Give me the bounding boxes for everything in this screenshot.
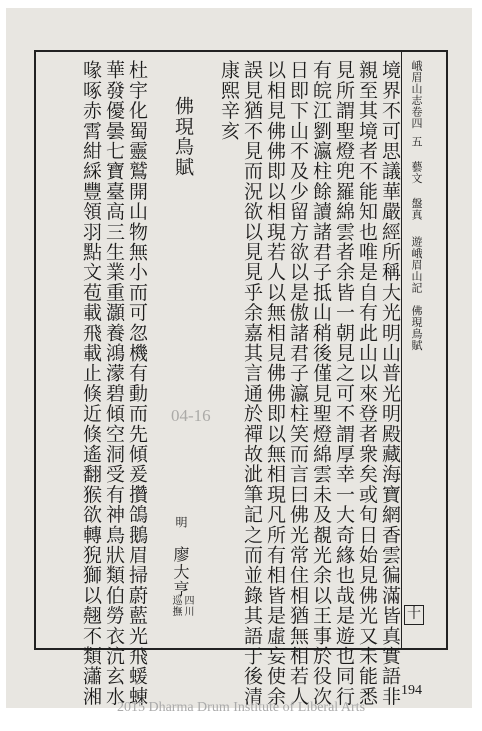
text-line-5: 日即下山不及少留方欲以是傲諸君子瀛柱笑而言曰佛光常住相猶無相若人 (287, 60, 309, 707)
book-title: 峨眉山志卷四 (410, 60, 423, 129)
author-name: 廖大亨 (171, 546, 190, 598)
author-dynasty: 明 (174, 516, 188, 530)
scanned-page (6, 8, 472, 708)
text-line-11: 喙啄赤霄紺綵豐領羽點文苞載飛載止倏近倏遙翻猴欲轉猊獅以翹不類瀟湘 (80, 60, 102, 707)
fu-title: 佛現鳥賦 (172, 96, 194, 177)
article-label: 遊峨眉山記 佛現鳥賦 (410, 236, 423, 351)
text-line-3: 見所謂聖燈兜羅綿雲者余皆一朝見之可不謂厚幸一大奇緣也哉是遊也同行 (333, 60, 355, 707)
text-line-9: 杜宇化蜀靈鷲開山物無小而可忽機有動而先傾爰攢鴿鵝眉掃蔚藍光飛蝯蝀 (126, 60, 148, 707)
text-line-8: 康熙辛亥 (218, 60, 240, 141)
text-line-6: 以相見佛佛即以相現若人以無相見佛佛即以無相現凡所有相皆是虛妄使余 (264, 60, 286, 707)
text-line-10: 華發優曇七寶臺高三生業重灝養鴻濛碧傾空洞受有神鳥狀類伯勞衣沆玄水 (103, 60, 125, 707)
watermark-stamp: 04-16 (171, 406, 211, 425)
footer-watermark: 2015 Dharma Drum Institute of Liberal Arts (116, 700, 366, 715)
text-line-2: 親至其境者不能知也唯是自有此山以來登者衆矣或旬日始見佛光又未能悉 (356, 60, 378, 707)
section-label: 五 藝文 盤真 (410, 136, 423, 221)
text-line-7: 誤見猶不見而況欲以見見乎余嘉其言通於禪故泚筆記之而並錄其語于後清 (241, 60, 263, 707)
page-number: 194 (401, 683, 422, 698)
author-office-1: 四川 (182, 595, 193, 618)
author-office-2: 巡撫 (170, 595, 181, 618)
text-line-4: 有皖江劉瀛柱餘讀諸君子抵山稍後僅見聖燈綿雲未及覩光余以王事於役次 (310, 60, 332, 707)
header-divider (401, 50, 402, 650)
page-marker: 十 (404, 605, 424, 625)
text-line-1: 境界不可思議華嚴經所稱大光明山普光明殿藏海寶網香雲徧滿皆真實語非 (379, 60, 401, 707)
